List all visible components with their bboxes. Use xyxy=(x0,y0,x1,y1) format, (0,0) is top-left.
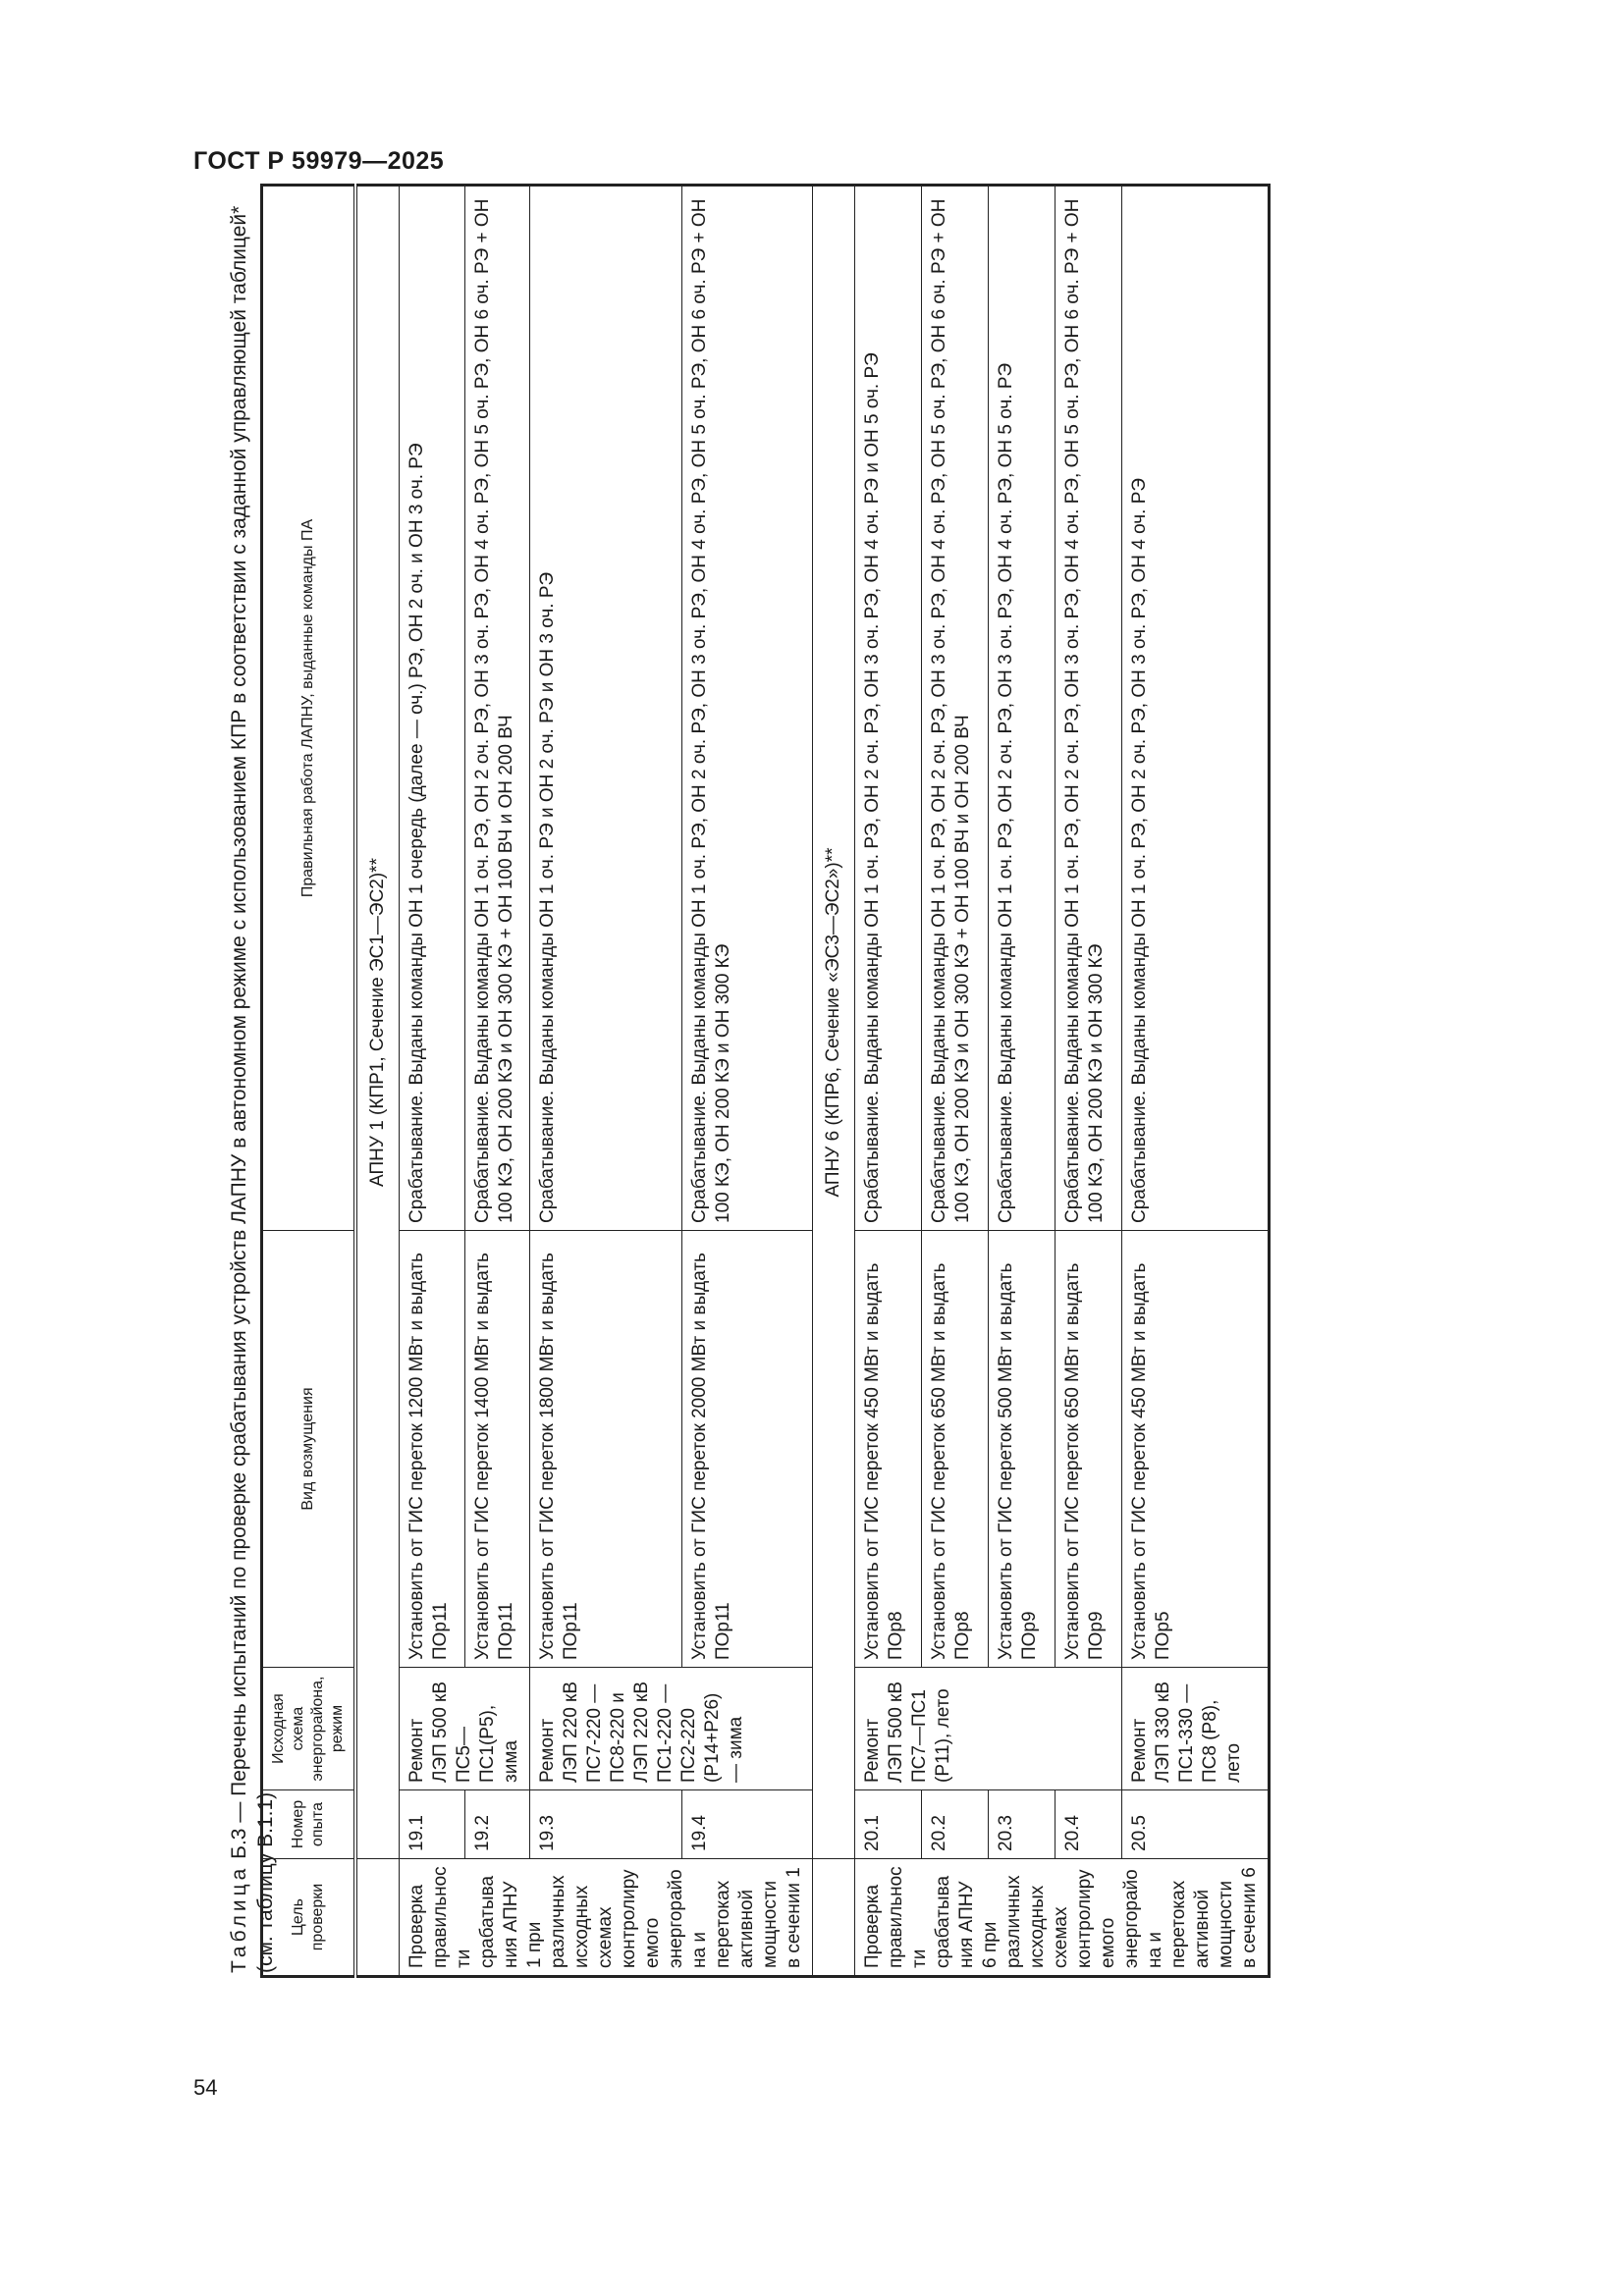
col-header-disturbance: Вид возмущения xyxy=(262,1231,356,1668)
section-title-row xyxy=(813,186,855,1977)
purpose-cell: Проверка правильности срабатывания АПНУ 1 при различных исходных схемах контролируемого энергорайона и перетоках активной мощности в сечении 1 xyxy=(400,1859,813,1977)
disturbance-cell: Установить от ГИС переток 2000 МВт и выдать ПОр11 xyxy=(682,1231,813,1668)
test-number: 20.1 xyxy=(855,1790,922,1859)
document-code: ГОСТ Р 59979—2025 xyxy=(193,147,445,175)
col-header-purpose: Цель проверки xyxy=(262,1859,356,1977)
col-header-scheme: Исходная схема энергорайона, режим xyxy=(262,1668,356,1790)
disturbance-cell: Установить от ГИС переток 650 МВт и выдать ПОр8 xyxy=(922,1231,989,1668)
result-cell: Срабатывание. Выданы команды ОН 1 оч. РЭ, ОН 2 оч. РЭ, ОН 3 оч. РЭ, ОН 4 оч. РЭ и ОН 5 оч. РЭ xyxy=(855,186,922,1231)
test-number: 19.4 xyxy=(682,1790,813,1859)
purpose-cell: Проверка правильности срабатывания АПНУ 6 при различных исходных схемах контролируемого энергорайона и перетоках активной мощности в сечении 6 xyxy=(855,1859,1270,1977)
result-cell: Срабатывание. Выданы команды ОН 1 оч. РЭ, ОН 2 оч. РЭ, ОН 3 оч. РЭ, ОН 4 оч. РЭ, ОН 5 оч. РЭ, ОН 6 оч. РЭ + ОН 100 КЭ, ОН 200 КЭ и ОН 300 КЭ xyxy=(682,186,813,1231)
result-cell: Срабатывание. Выданы команды ОН 1 оч. РЭ, ОН 2 оч. РЭ, ОН 3 оч. РЭ, ОН 4 оч. РЭ, ОН 5 оч. РЭ, ОН 6 оч. РЭ + ОН 100 КЭ, ОН 200 КЭ и ОН 300 КЭ xyxy=(1056,186,1122,1231)
test-number: 20.5 xyxy=(1122,1790,1270,1859)
table-row xyxy=(530,186,682,1977)
disturbance-cell: Установить от ГИС переток 1400 МВт и выдать ПОр11 xyxy=(464,1231,530,1668)
result-cell: Срабатывание. Выданы команды ОН 1 очередь (далее — оч.) РЭ, ОН 2 оч. и ОН 3 оч. РЭ xyxy=(400,186,465,1231)
table-row xyxy=(1122,186,1270,1977)
disturbance-cell: Установить от ГИС переток 1800 МВт и выдать ПОр11 xyxy=(530,1231,682,1668)
col-header-result: Правильная работа ЛАПНУ, выданные команды ПА xyxy=(262,186,356,1231)
disturbance-cell: Установить от ГИС переток 450 МВт и выдать ПОр5 xyxy=(1122,1231,1270,1668)
result-cell: Срабатывание. Выданы команды ОН 1 оч. РЭ, ОН 2 оч. РЭ, ОН 3 оч. РЭ, ОН 4 оч. РЭ, ОН 5 оч. РЭ, ОН 6 оч. РЭ + ОН 100 КЭ, ОН 200 КЭ и ОН 300 КЭ + ОН 100 ВЧ и ОН 200 ВЧ xyxy=(922,186,989,1231)
scheme-cell: Ремонт ЛЭП 500 кВ ПС5—ПС1(Р5), зима xyxy=(400,1668,530,1790)
caption-number: Б.3 xyxy=(228,1828,250,1859)
test-number: 20.4 xyxy=(1056,1790,1122,1859)
caption-label: Таблица xyxy=(228,1864,250,1973)
result-cell: Срабатывание. Выданы команды ОН 1 оч. РЭ, ОН 2 оч. РЭ, ОН 3 оч. РЭ, ОН 4 оч. РЭ xyxy=(1122,186,1270,1231)
col-header-test-number: Номер опыта xyxy=(262,1790,356,1859)
disturbance-cell: Установить от ГИС переток 1200 МВт и выдать ПОр11 xyxy=(400,1231,465,1668)
section-title-row xyxy=(355,186,400,1977)
disturbance-cell: Установить от ГИС переток 450 МВт и выдать ПОр8 xyxy=(855,1231,922,1668)
test-number: 19.1 xyxy=(400,1790,465,1859)
test-table xyxy=(260,184,1271,1978)
test-number: 20.2 xyxy=(922,1790,989,1859)
result-cell: Срабатывание. Выданы команды ОН 1 оч. РЭ, ОН 2 оч. РЭ, ОН 3 оч. РЭ, ОН 4 оч. РЭ, ОН 5 оч. РЭ, ОН 6 оч. РЭ + ОН 100 КЭ, ОН 200 КЭ и ОН 300 КЭ + ОН 100 ВЧ и ОН 200 ВЧ xyxy=(464,186,530,1231)
disturbance-cell: Установить от ГИС переток 650 МВт и выдать ПОр9 xyxy=(1056,1231,1122,1668)
section-title: АПНУ 6 (КПР6, Сечение «ЭС3—ЭС2»)** xyxy=(813,186,855,1859)
result-cell: Срабатывание. Выданы команды ОН 1 оч. РЭ и ОН 2 оч. РЭ и ОН 3 оч. РЭ xyxy=(530,186,682,1231)
result-cell: Срабатывание. Выданы команды ОН 1 оч. РЭ, ОН 2 оч. РЭ, ОН 3 оч. РЭ, ОН 4 оч. РЭ, ОН 5 оч. РЭ xyxy=(989,186,1056,1231)
scheme-cell: Ремонт ЛЭП 220 кВ ПС7-220 — ПС8-220 и ЛЭП 220 кВ ПС1-220 — ПС2-220 (Р14+Р26) — зима xyxy=(530,1668,813,1790)
caption-text: — Перечень испытаний по проверке срабатывания устройств ЛАПНУ в автономном режиме с использованием КПР в соответствии с заданной управляющей таблицей* (см. таблицу В.1.1) xyxy=(228,205,277,1973)
section-title: АПНУ 1 (КПР1, Сечение ЭС1—ЭС2)** xyxy=(355,186,400,1859)
test-number: 20.3 xyxy=(989,1790,1056,1859)
table-header-row xyxy=(262,186,356,1977)
disturbance-cell: Установить от ГИС переток 500 МВт и выдать ПОр9 xyxy=(989,1231,1056,1668)
scheme-cell: Ремонт ЛЭП 330 кВ ПС1-330 — ПС8 (Р8), лето xyxy=(1122,1668,1270,1790)
scheme-cell: Ремонт ЛЭП 500 кВ ПС7—ПС1 (Р11), лето xyxy=(855,1668,1122,1790)
rotated-table-page xyxy=(196,173,1375,2150)
test-number: 19.2 xyxy=(464,1790,530,1859)
test-number: 19.3 xyxy=(530,1790,682,1859)
page-number: 54 xyxy=(193,2075,218,2100)
table-row xyxy=(400,186,465,1977)
table-row xyxy=(855,186,922,1977)
